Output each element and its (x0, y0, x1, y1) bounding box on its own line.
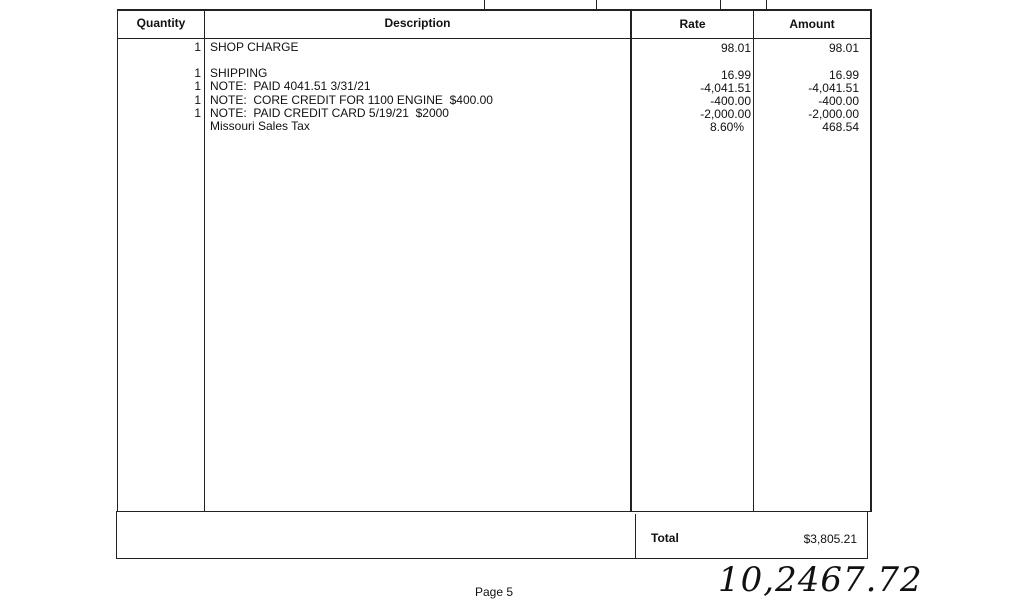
rate-cell: 8.60% (709, 120, 744, 134)
header-description: Description (384, 16, 451, 30)
total-box-divider (635, 514, 636, 558)
qty-cell: 1 (194, 79, 201, 93)
header-amount: Amount (789, 17, 835, 31)
amount-cell: -4,041.51 (808, 81, 859, 95)
qty-cell: 1 (194, 106, 201, 120)
header-rate: Rate (679, 17, 706, 31)
total-label: Total (651, 531, 679, 545)
rate-cell: -4,041.51 (700, 81, 751, 95)
col-divider-qty (204, 9, 205, 512)
amount-cell: -400.00 (818, 94, 859, 108)
amount-cell: 16.99 (828, 68, 859, 82)
total-box-right (867, 512, 868, 559)
description-cell: NOTE: PAID CREDIT CARD 5/19/21 $2000 (210, 106, 449, 120)
table-header-divider (118, 38, 872, 39)
total-box-left-outer (116, 511, 117, 559)
total-box-bottom (116, 558, 868, 559)
amount-cell: -2,000.00 (808, 107, 859, 121)
table-border-right (870, 9, 872, 512)
rate-cell: -2,000.00 (700, 107, 751, 121)
handwritten-note: 10,2467.72 (718, 560, 923, 600)
description-cell: NOTE: CORE CREDIT FOR 1100 ENGINE $400.00 (210, 93, 493, 107)
rate-cell: 98.01 (720, 41, 751, 55)
amount-cell: 468.54 (822, 120, 859, 134)
description-cell: Missouri Sales Tax (210, 119, 310, 133)
qty-cell: 1 (194, 93, 201, 107)
amount-cell: 98.01 (828, 41, 859, 55)
total-value: $3,805.21 (803, 532, 857, 546)
page-number: Page 5 (475, 585, 514, 599)
header-quantity: Quantity (136, 16, 186, 30)
description-cell: NOTE: PAID 4041.51 3/31/21 (210, 79, 371, 93)
table-border-bottom (116, 511, 872, 512)
description-cell: SHIPPING (210, 66, 268, 80)
description-cell: SHOP CHARGE (210, 40, 299, 54)
rate-cell: 16.99 (720, 68, 751, 82)
qty-cell: 1 (194, 40, 201, 54)
qty-cell: 1 (194, 66, 201, 80)
table-border-top (118, 9, 872, 11)
rate-cell: -400.00 (710, 94, 751, 108)
